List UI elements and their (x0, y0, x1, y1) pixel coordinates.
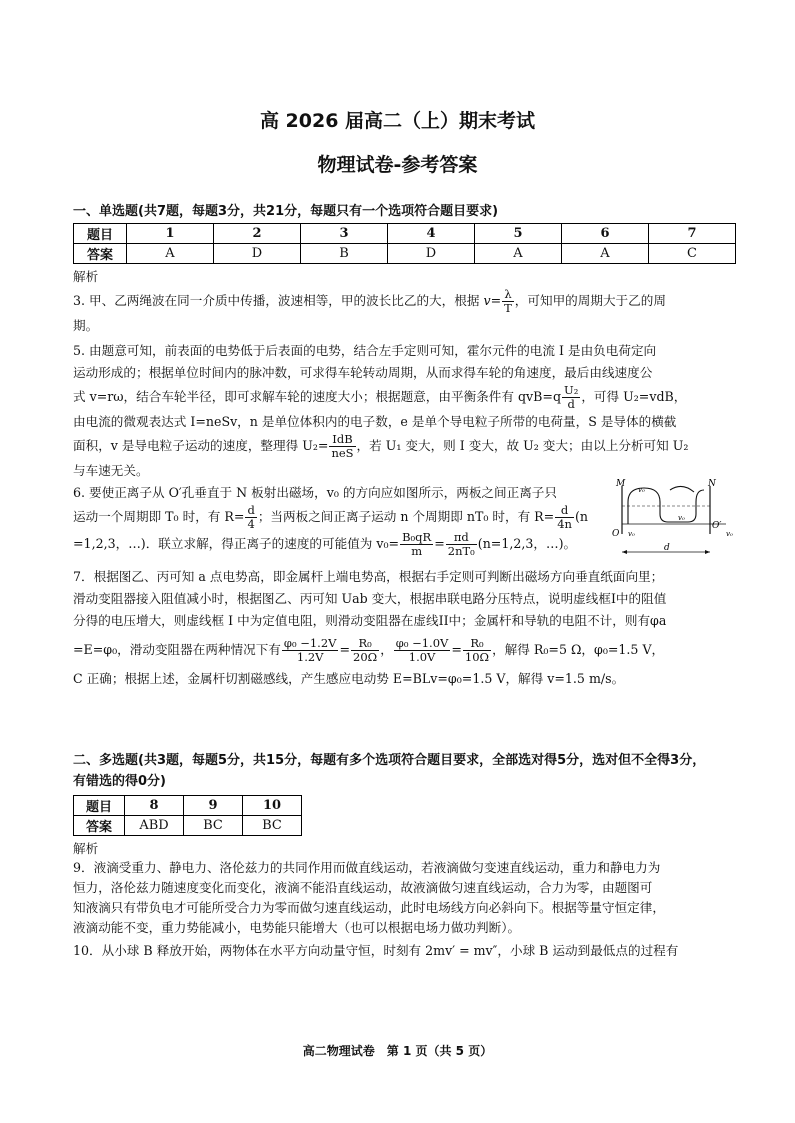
table-row (74, 796, 302, 816)
arrow-right (705, 550, 710, 554)
table-cell: 9 (184, 796, 243, 816)
table-cell: D (214, 244, 301, 264)
fraction (329, 433, 355, 460)
text: ；当两板之间正离子运动 n 个周期即 nT₀ 时，有 R= (257, 509, 555, 524)
numerator: IdB (329, 433, 355, 447)
label-v0-right: v₀ (726, 530, 733, 538)
table-cell: 7 (649, 224, 736, 244)
table-cell: ABD (125, 816, 184, 836)
fraction (463, 637, 491, 664)
explanation-5 (73, 340, 725, 482)
denominator: 4n (557, 517, 572, 531)
table-cell: C (649, 244, 736, 264)
denominator: 1.0V (408, 650, 436, 664)
table-cell: 6 (562, 224, 649, 244)
analysis-label: 解析 (73, 269, 99, 284)
table-cell: B (301, 244, 388, 264)
numerator: d (247, 503, 255, 517)
numerator: λ (502, 288, 514, 302)
text: 液滴动能不变，重力势能减小，电势能只能增大（也可以根据电场力做功判断）。 (73, 920, 521, 935)
table-cell: 1 (127, 224, 214, 244)
fraction (400, 531, 433, 558)
text: ，若 U₁ 变大，则 I 变大，故 U₂ 变大；由以上分析可知 U₂ (356, 438, 689, 453)
table-row (74, 224, 736, 244)
exam-title: 高 2026 届高二（上）期末考试 (259, 110, 536, 132)
label-o-prime: O′ (712, 521, 722, 531)
table-cell: 题目 (74, 796, 125, 816)
fraction (351, 637, 379, 664)
fraction (446, 531, 477, 558)
numerator: πd (446, 531, 477, 545)
arrow-left (622, 550, 627, 554)
fraction (555, 504, 574, 531)
fraction (394, 637, 451, 664)
text: 运动一个周期即 T₀ 时，有 R= (73, 509, 245, 524)
text: 由电流的微观表达式 I=neSv，n 是单位体积内的电子数，e 是单个导电粒子所带的电荷量，S 是导体的横截 (73, 414, 677, 429)
equals: = (451, 642, 462, 657)
numerator: B₀qR (402, 530, 432, 544)
denominator: neS (331, 446, 354, 460)
denominator: 1.2V (296, 650, 324, 664)
numerator: R₀ (463, 637, 491, 651)
magnetic-field-diagram (608, 478, 738, 560)
explanation-6 (73, 482, 603, 558)
text: 3. 甲、乙两绳波在同一介质中传播，波速相等，甲的波长比乙的大，根据 (73, 293, 480, 308)
label-v0-mid: v₀ (678, 514, 685, 522)
text: C 正确；根据上述，金属杆切割磁感线，产生感应电动势 E=BLv=φ₀=1.5 V，解得 v=1.5 m/s。 (73, 671, 625, 686)
page-footer: 高二物理试卷 第 1 页（共 5 页） (302, 1044, 493, 1058)
text: 分得的电压增大，则虚线框 I 中为定值电阻，则滑动变阻器在虚线II中；金属杆和导轨的电阻不计，则有φa (73, 613, 667, 628)
table-cell: BC (184, 816, 243, 836)
text: 10．从小球 B 释放开始，两物体在水平方向动量守恒，时刻有 2mv′ = mv″，小球 B 运动到最低点的过程有 (73, 943, 679, 958)
label-m: M (616, 479, 626, 489)
comma: ， (380, 642, 393, 657)
text: ，可得 U₂=vdB， (581, 389, 687, 404)
text: 恒力，洛伦兹力随速度变化而变化，液滴不能沿直线运动，故液滴做匀速直线运动，合力为零，由题图可 (73, 880, 653, 895)
table-cell: 答案 (74, 816, 125, 836)
section1-answer-table (73, 223, 736, 264)
trajectory-arc (670, 486, 694, 492)
text: 9．液滴受重力、静电力、洛伦兹力的共同作用而做直线运动，若液滴做匀变速直线运动，重力和静电力为 (73, 860, 661, 875)
label-o: O (612, 529, 620, 539)
text: 7．根据图乙、丙可知 a 点电势高，即金属杆上端电势高，根据右手定则可判断出磁场方向垂直纸面向里； (73, 569, 664, 584)
text: 5. 由题意可知，前表面的电势低于后表面的电势，结合左手定则可知，霍尔元件的电流 I 是由负电荷定向 (73, 343, 657, 358)
explanation-9 (73, 858, 725, 938)
text: 二、多选题(共3题，每题5分，共15分，每题有多个选项符合题目要求，全部选对得5分，选对但不全得3分， (73, 753, 706, 768)
label-d: d (664, 543, 670, 553)
table-cell: 3 (301, 224, 388, 244)
denominator: 4 (247, 517, 255, 531)
analysis-label-2: 解析 (73, 841, 99, 856)
text: 期。 (73, 318, 99, 333)
table-cell: 答案 (74, 244, 127, 264)
explanation-10 (73, 940, 725, 962)
section2-heading (73, 750, 733, 792)
equals: = (434, 536, 445, 551)
label-v0-top: v₀ (638, 486, 645, 494)
fraction (562, 384, 580, 411)
table-cell: A (562, 244, 649, 264)
table-cell: 4 (388, 224, 475, 244)
text: ，解得 R₀=5 Ω，φ₀=1.5 V， (492, 642, 665, 657)
denominator: 20Ω (353, 650, 378, 664)
numerator: φ₀ −1.0V (395, 636, 449, 650)
fraction (502, 288, 514, 315)
text: 知液滴只有带负电才可能所受合力为零而做匀速直线运动，此时电场线方向必斜向下。根据等量守恒定律， (73, 900, 665, 915)
text: 运动形成的；根据单位时间内的脉冲数，可求得车轮转动周期，从而求得车轮的角速度，最后由线速度公 (73, 365, 653, 380)
text: ，可知甲的周期大于乙的周 (514, 293, 666, 308)
text: 式 v=rω，结合车轮半径，即可求解车轮的速度大小；根据题意，由平衡条件有 qvB=q (73, 389, 562, 404)
table-cell: 8 (125, 796, 184, 816)
text: 与车速无关。 (73, 463, 149, 478)
table-cell: 题目 (74, 224, 127, 244)
exam-subtitle: 物理试卷-参考答案 (317, 154, 478, 176)
denominator: 2nT₀ (447, 544, 475, 558)
label-n: N (708, 479, 716, 489)
table-cell: D (388, 244, 475, 264)
denominator: d (567, 397, 575, 411)
text: =E=φ₀，滑动变阻器在两种情况下有 (73, 642, 281, 657)
fraction (245, 504, 256, 531)
table-cell: 2 (214, 224, 301, 244)
label-v0-left: v₀ (628, 530, 635, 538)
table-row (74, 244, 736, 264)
table-cell: A (475, 244, 562, 264)
denominator: T (504, 301, 512, 315)
table-cell: BC (243, 816, 302, 836)
explanation-7 (73, 566, 725, 690)
fraction (282, 637, 339, 664)
table-row (74, 816, 302, 836)
section1-heading: 一、单选题(共7题，每题3分，共21分，每题只有一个选项符合题目要求) (73, 204, 499, 219)
table-cell: 10 (243, 796, 302, 816)
text: 6. 要使正离子从 O′孔垂直于 N 板射出磁场，v₀ 的方向应如图所示，两板之间正离子只 (73, 485, 557, 500)
numerator: U₂ (564, 383, 579, 397)
numerator: d (555, 504, 574, 518)
explanation-3 (73, 288, 725, 337)
equals: = (339, 642, 351, 657)
text: 滑动变阻器接入阻值减小时，根据图乙、丙可知 Uab 变大，根据串联电路分压特点，说明虚线框I中的阻值 (73, 591, 667, 606)
math-v: v= (483, 293, 502, 308)
numerator: R₀ (351, 637, 379, 651)
text: (n=1,2,3，…)。 (477, 536, 577, 551)
table-cell: 5 (475, 224, 562, 244)
text: (n (574, 509, 588, 524)
numerator: φ₀ −1.2V (283, 636, 337, 650)
denominator: 10Ω (464, 650, 490, 664)
section2-answer-table (73, 795, 302, 836)
denominator: m (411, 544, 423, 558)
text: 面积，v 是导电粒子运动的速度，整理得 U₂= (73, 438, 329, 453)
table-cell: A (127, 244, 214, 264)
text: 有错选的得0分) (73, 774, 166, 789)
text: =1,2,3，…)．联立求解，得正离子的速度的可能值为 v₀= (73, 536, 400, 551)
